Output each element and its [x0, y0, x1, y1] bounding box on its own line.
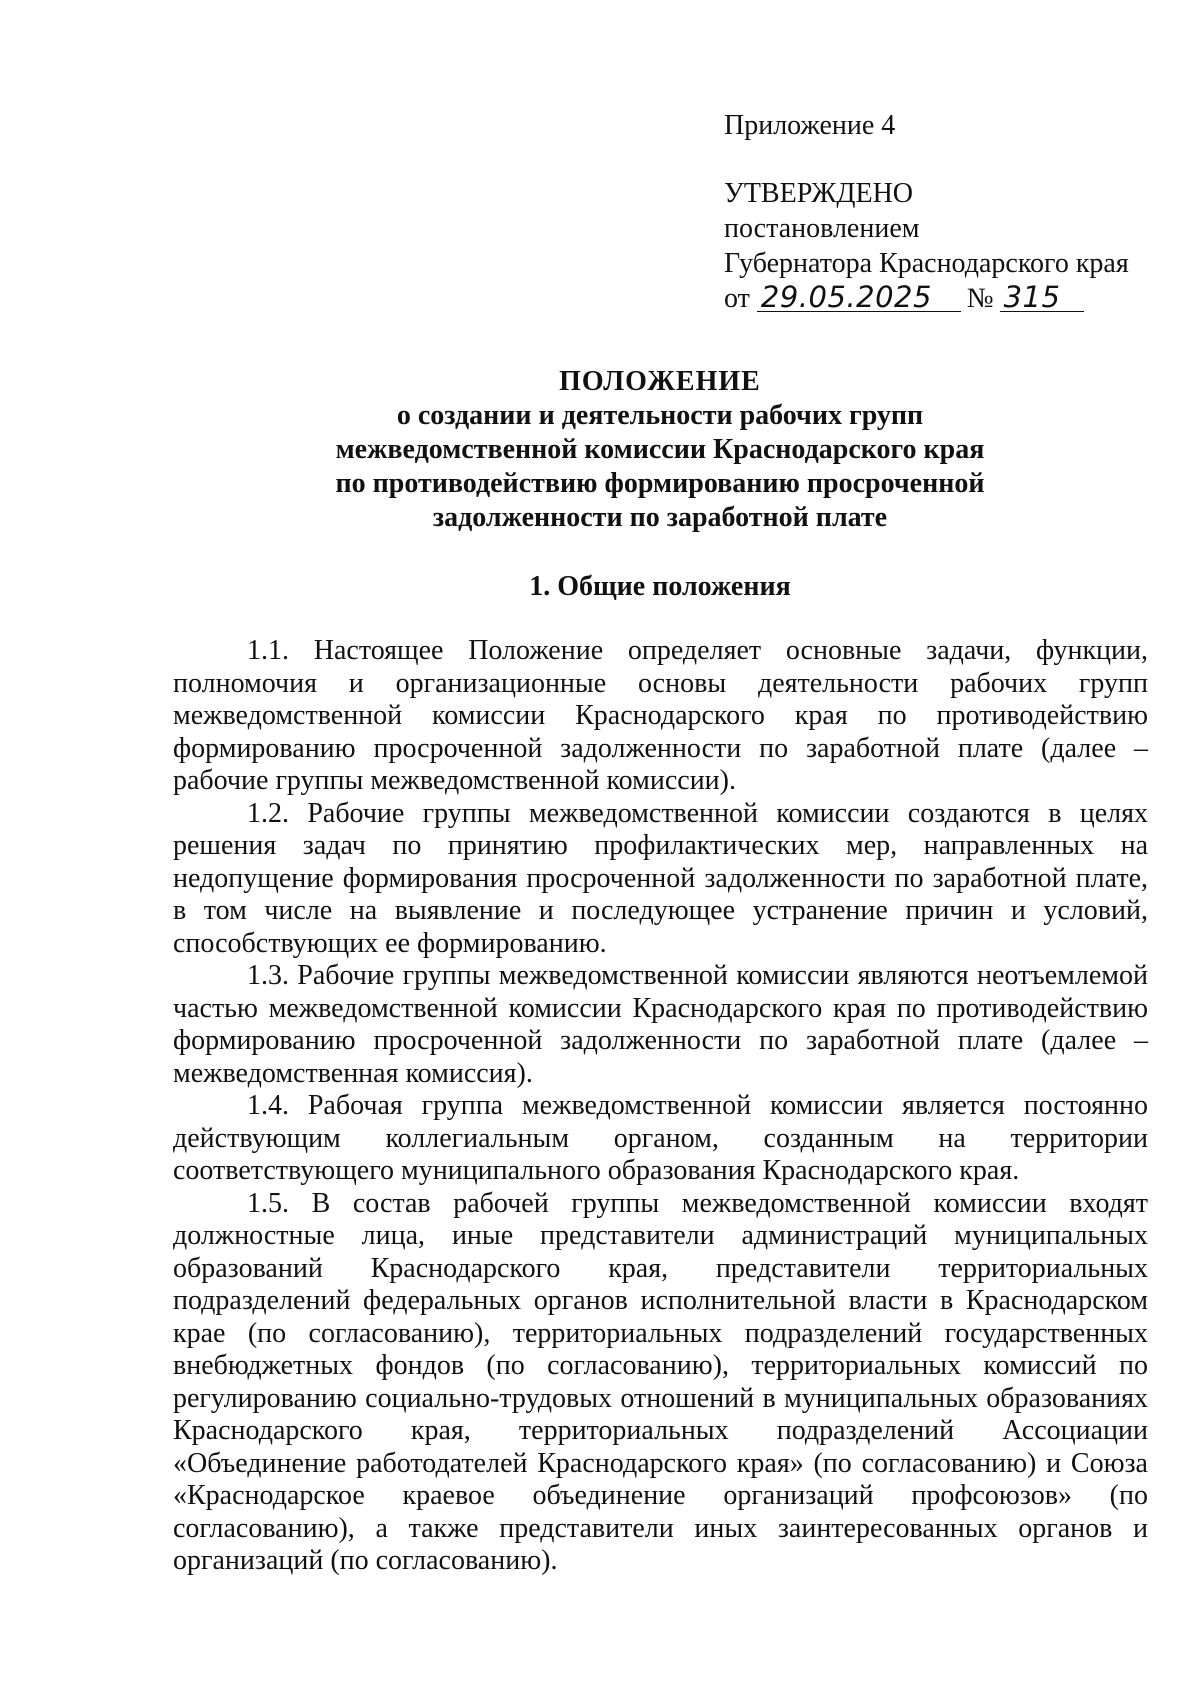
number-sign: № — [966, 283, 994, 314]
annex-label: Приложение 4 — [724, 110, 896, 141]
approved-by-line-1: постановлением — [724, 213, 920, 244]
document-title — [170, 365, 1150, 535]
paragraph-1-3: 1.3. Рабочие группы межведомственной комиссии являются неотъемлемой частью межведомственной комиссии Краснодарского края по противодействию формированию просроченной задолженности по заработной плате (далее – межведомственная комиссия). — [173, 960, 1148, 1089]
approval-stamp-block — [724, 108, 1154, 316]
title-line-4: задолженности по заработной плате — [432, 502, 888, 533]
title-line-2: межведомственной комиссии Краснодарского края — [335, 434, 985, 465]
title-main: ПОЛОЖЕНИЕ — [559, 366, 761, 397]
handwritten-number: 315 — [1000, 283, 1084, 312]
paragraph-1-2: 1.2. Рабочие группы межведомственной комиссии создаются в целях решения задач по принятию профилактических мер, направленных на недопущение формирования просроченной задолженности по заработной плате, в том числе на выявление и последующее устранение причин и условий, способствующих ее формированию. — [173, 797, 1148, 959]
approved-by-line-2: Губернатора Краснодарского края — [724, 248, 1129, 279]
approved-label: УТВЕРЖДЕНО — [724, 178, 914, 209]
section-heading: 1. Общие положения — [529, 571, 791, 602]
date-prefix: от — [724, 283, 750, 314]
paragraph-1-5: 1.5. В состав рабочей группы межведомственной комиссии входят должностные лица, иные представители администраций муниципальных образований Краснодарского края, представители территориальных подразделений федеральных органов исполнительной власти в Краснодарском крае (по согласованию), территориальных подразделений государственных внебюджетных фондов (по согласованию), территориальных комиссий по регулированию социально-трудовых отношений в муниципальных образованиях Краснодарского края, территориальных подразделений Ассоциации «Объединение работодателей Краснодарского края» (по согласованию) и Союза «Краснодарское краевое объединение организаций профсоюзов» (по согласованию), а также представители иных заинтересованных органов и организаций (по согласованию). — [173, 1187, 1148, 1576]
title-line-3: по противодействию формированию просроченной — [335, 468, 985, 499]
paragraph-1-1: 1.1. Настоящее Положение определяет основные задачи, функции, полномочия и организационные основы деятельности рабочих групп межведомственной комиссии Краснодарского края по противодействию формированию просроченной задолженности по заработной плате (далее – рабочие группы межведомственной комиссии). — [173, 635, 1148, 796]
approval-date-line — [724, 281, 1154, 316]
handwritten-date: 29.05.2025 — [757, 283, 961, 312]
paragraph-1-4: 1.4. Рабочая группа межведомственной комиссии является постоянно действующим коллегиальным органом, созданным на территории соответствующего муниципального образования Краснодарского края. — [173, 1090, 1148, 1186]
section-body — [173, 635, 1148, 1578]
title-line-1: о создании и деятельности рабочих групп — [396, 400, 924, 431]
